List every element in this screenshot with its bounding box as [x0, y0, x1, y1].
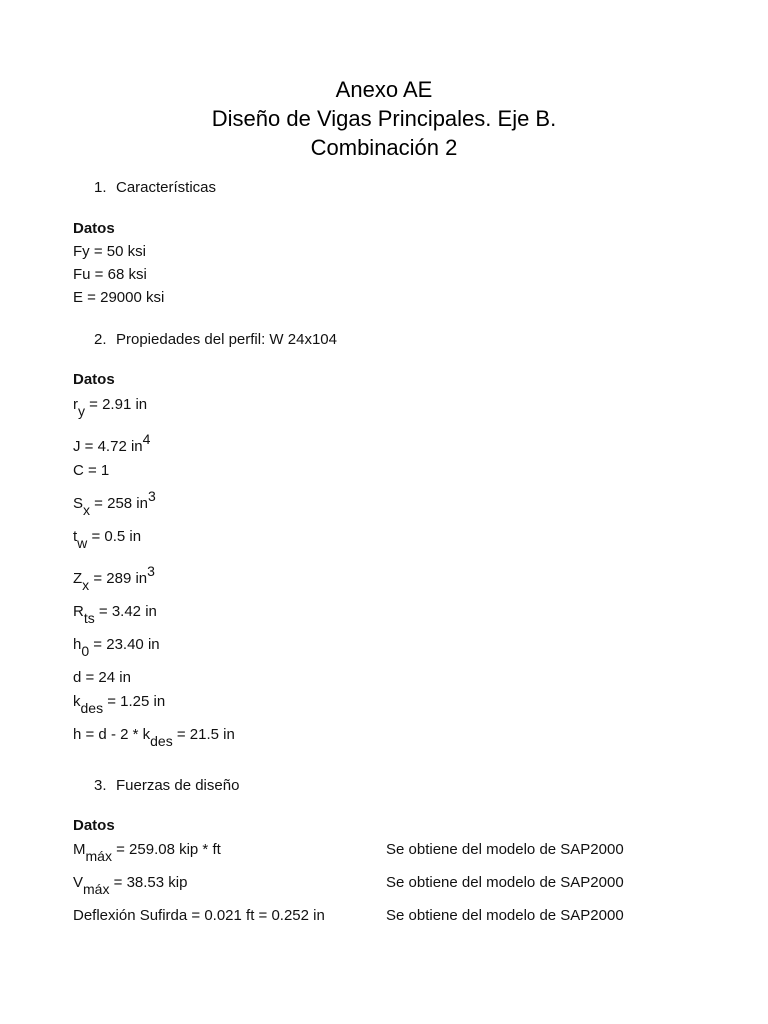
fy-value: Fy = 50 ksi — [73, 243, 146, 260]
d-value: d = 24 in — [73, 669, 131, 686]
zx-rest: = 289 in — [89, 570, 148, 587]
title-line-3: Combinación 2 — [310, 135, 458, 160]
ry-value — [73, 395, 148, 419]
section-3-title: Fuerzas de diseño — [116, 777, 240, 794]
mmax-value — [73, 840, 221, 864]
kdes-subscript: des — [80, 700, 104, 716]
title-line-1: Anexo AE — [335, 77, 433, 102]
rts-value — [73, 602, 157, 626]
vmax-subscript: máx — [83, 881, 110, 897]
mmax-rest: = 259.08 kip * ft — [111, 841, 221, 858]
mmax-symbol: M — [73, 841, 86, 858]
section-2-title: Propiedades del perfil: W 24x104 — [116, 331, 337, 348]
ry-rest: = 2.91 in — [85, 396, 148, 413]
zx-superscript: 3 — [147, 563, 155, 579]
h-subscript: des — [150, 733, 173, 749]
h-value — [73, 725, 235, 749]
deflection-value: Deflexión Sufirda = 0.021 ft = 0.252 in — [73, 907, 325, 924]
section-1-number: 1. — [94, 179, 107, 196]
h-pre: h = d - 2 * k — [73, 726, 151, 743]
kdes-value — [73, 692, 166, 716]
h0-symbol: h — [73, 636, 82, 653]
j-value — [73, 431, 151, 457]
title-line-2: Diseño de Vigas Principales. Eje B. — [211, 106, 557, 131]
section-2-data-label: Datos — [73, 371, 115, 388]
sx-subscript: x — [83, 502, 91, 518]
mmax-note: Se obtiene del modelo de SAP2000 — [386, 841, 624, 858]
j-superscript: 4 — [142, 431, 151, 447]
sx-rest: = 258 in — [90, 495, 148, 512]
tw-subscript: w — [77, 535, 88, 551]
sx-value — [73, 488, 156, 518]
tw-rest: = 0.5 in — [87, 528, 142, 545]
fu-value: Fu = 68 ksi — [73, 266, 147, 283]
rts-rest: = 3.42 in — [94, 603, 157, 620]
c-value: C = 1 — [73, 462, 110, 479]
h0-rest: = 23.40 in — [89, 636, 160, 653]
vmax-symbol: V — [73, 874, 84, 891]
h-rest: = 21.5 in — [172, 726, 235, 743]
tw-value — [73, 527, 142, 551]
vmax-note: Se obtiene del modelo de SAP2000 — [386, 874, 624, 891]
rts-symbol: R — [73, 603, 84, 620]
section-2-heading — [94, 330, 337, 350]
vmax-value — [73, 873, 188, 897]
section-1-data-label: Datos — [73, 220, 115, 237]
ry-symbol: r — [73, 396, 78, 413]
section-2-number: 2. — [94, 331, 107, 348]
tw-symbol: t — [73, 528, 78, 545]
deflection-note: Se obtiene del modelo de SAP2000 — [386, 907, 624, 924]
section-3-number: 3. — [94, 777, 107, 794]
e-value: E = 29000 ksi — [73, 289, 165, 306]
zx-symbol: Z — [73, 570, 83, 587]
kdes-symbol: k — [73, 693, 81, 710]
zx-subscript: x — [82, 577, 90, 593]
mmax-subscript: máx — [85, 848, 112, 864]
section-3-data-label: Datos — [73, 817, 115, 834]
j-main: J = 4.72 in — [73, 438, 143, 455]
ry-subscript: y — [78, 403, 85, 419]
sx-symbol: S — [73, 495, 84, 512]
zx-value — [73, 563, 155, 593]
h0-subscript: 0 — [81, 643, 90, 659]
section-3-heading — [94, 776, 239, 796]
h0-value — [73, 635, 160, 659]
kdes-rest: = 1.25 in — [103, 693, 166, 710]
rts-subscript: ts — [83, 610, 95, 626]
section-1-heading — [94, 178, 216, 198]
vmax-rest: = 38.53 kip — [109, 874, 188, 891]
section-1-title: Características — [116, 179, 217, 196]
sx-superscript: 3 — [147, 488, 156, 504]
